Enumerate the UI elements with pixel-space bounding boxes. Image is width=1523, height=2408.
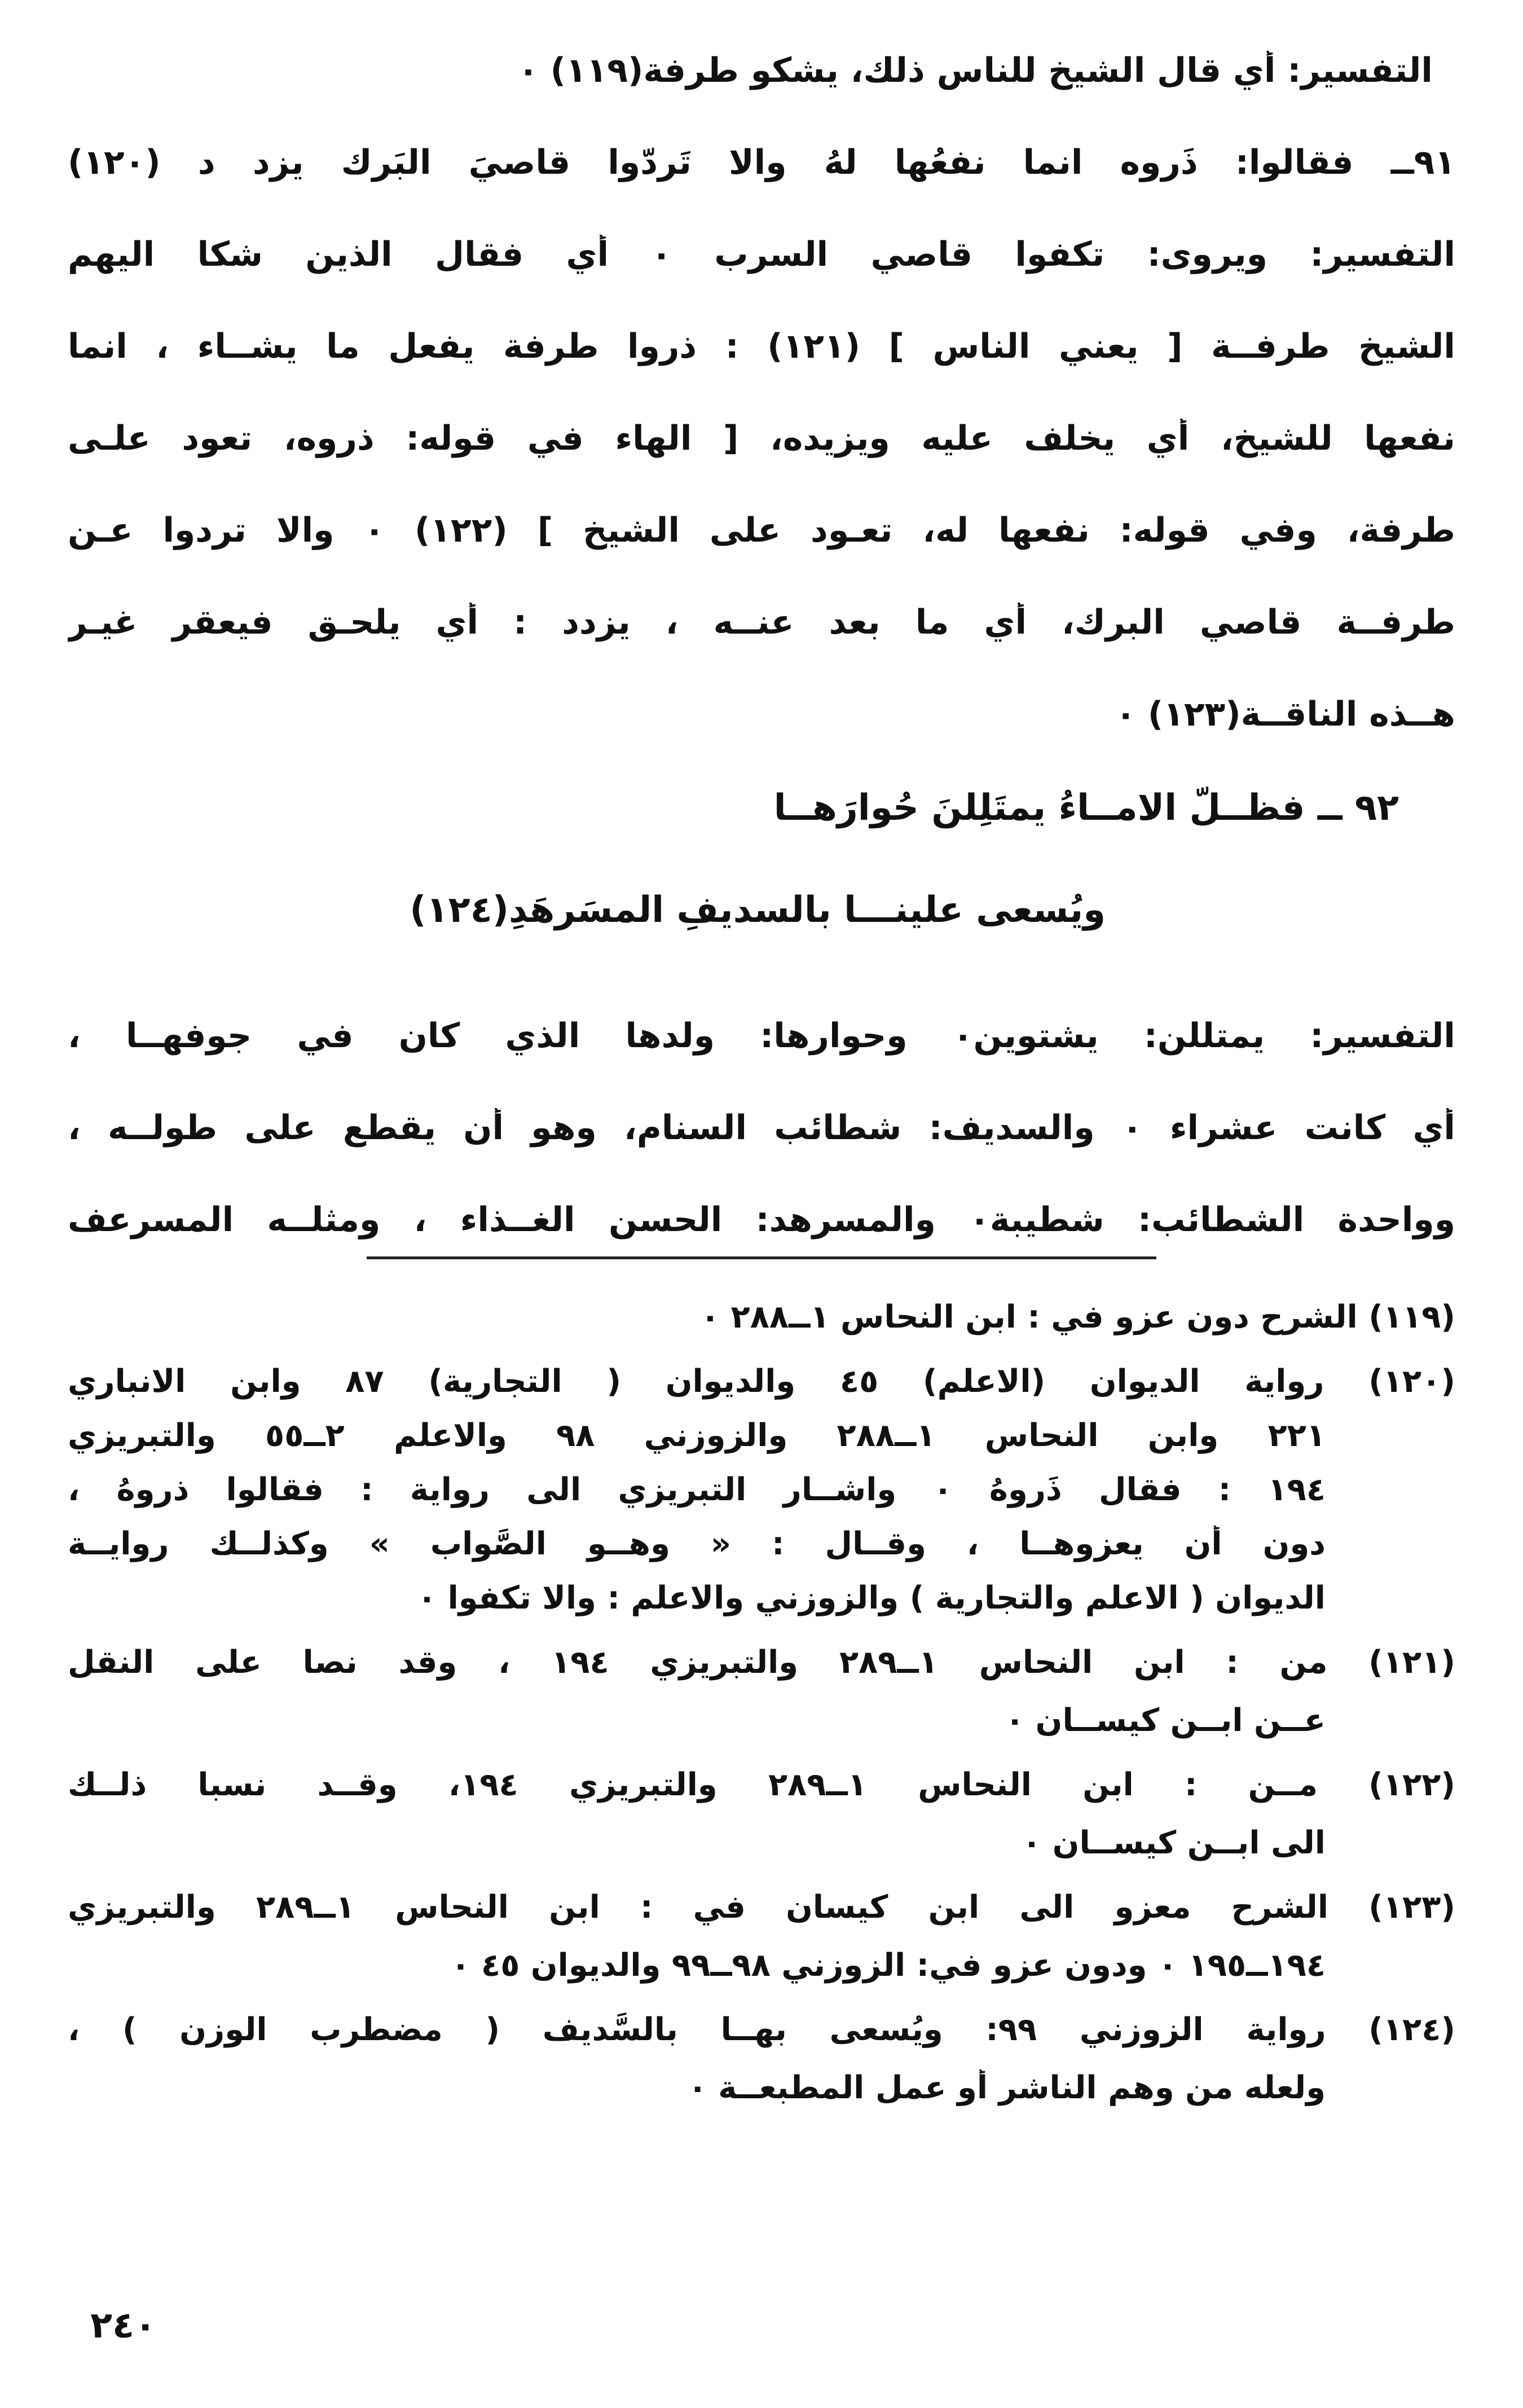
footnote-line: (١٢١) من : ابن النحاس ١ــ٢٨٩ والتبريزي ١٩٤ ، وقد نصا على النقل (68, 1644, 1455, 1681)
footnotes (68, 1299, 1455, 2107)
footnote-line: (١٢٤) رواية الزوزني ٩٩: ويُسعى بهــا بالسَّديف ( مضطرب الوزن ) ، (68, 2011, 1455, 2048)
footnote-122 (68, 1767, 1455, 1862)
footnote-line: ٢٢١ وابن النحاس ١ــ٢٨٨ والزوزني ٩٨ والاعلم ٢ــ٥٥ والتبريزي (68, 1417, 1326, 1454)
body-line-1: التفسير: أي قال الشيخ للناس ذلك، يشكو طرفة(١١٩) ٠ (518, 51, 1433, 90)
footnote-line: ١٩٤ــ١٩٥ ٠ ودون عزو في: الزوزني ٩٨ــ٩٩ والديوان ٤٥ ٠ (451, 1947, 1326, 1984)
footnote-line: الديوان ( الاعلم والتجارية ) والزوزني والاعلم : والا تكفوا ٠ (417, 1580, 1326, 1616)
footnote-line: ولعله من وهم الناشر أو عمل المطبعــة ٠ (688, 2069, 1326, 2106)
footnote-line: (١٢٠) رواية الديوان (الاعلم) ٤٥ والديوان ( التجارية) ٨٧ وابن الانباري (68, 1363, 1455, 1400)
body-line-8: هــذه الناقــة(١٢٣) ٠ (1115, 695, 1455, 734)
body-line-5: نفعها للشيخ، أي يخلف عليه ويزيده، [ الهاء في قوله: ذروه، تعود علـى (68, 419, 1455, 458)
footnote-line: (١١٩) الشرح دون عزو في : ابن النحاس ١ــ٢٨٨ ٠ (700, 1299, 1455, 1335)
commentary-line-1: التفسير: يمتللن: يشتوين٠ وحوارها: ولدها الذي كان في جوفهــا ، (68, 1016, 1455, 1056)
page-number: ٢٤٠ (90, 2305, 157, 2347)
poem-verse (68, 786, 1455, 931)
commentary-line-2: أي كانت عشراء ٠ والسديف: شطائب السنام، وهو أن يقطع على طولــه ، (68, 1108, 1455, 1148)
footnote-line: ١٩٤ : فقال ذَروهُ ٠ واشــار التبريزي الى رواية : فقالوا ذروهُ ، (68, 1471, 1326, 1508)
footnote-line: (١٢٣) الشرح معزو الى ابن كيسان في : ابن النحاس ١ــ٢٨٩ والتبريزي (68, 1889, 1455, 1926)
footnote-line: عــن ابــن كيســان ٠ (1005, 1702, 1326, 1739)
body-line-7: طرفــة قاصي البرك، أي ما بعد عنــه ، يزدد : أي يلحـق فيعقر غيـر (68, 603, 1455, 642)
body-line-2: ٩١ــ فقالوا: ذَروه انما نفعُها لهُ والا تَردّوا قاصيَ البَرك يزد د (١٢٠) (68, 143, 1455, 182)
footnote-divider (367, 1256, 1156, 1259)
footnote-line: الى ابــن كيســان ٠ (1022, 1825, 1326, 1861)
footnote-120 (68, 1363, 1455, 1617)
verse-second-hemistich: ويُسعى علينـــا بالسديفِ المسَرهَدِ(١٢٤) (410, 889, 1106, 931)
footnote-119 (68, 1299, 1455, 1336)
body-line-6: طرفة، وفي قوله: نفعها له، تعـود على الشيخ ] (١٢٢) ٠ والا تردوا عـن (68, 511, 1455, 550)
commentary-line-3: وواحدة الشطائب: شطيبة٠ والمسرهد: الحسن الغــذاء ، ومثلــه المسرعف (68, 1200, 1455, 1240)
footnote-124 (68, 2011, 1455, 2107)
commentary-block (68, 1016, 1455, 1240)
book-page (68, 51, 1455, 2364)
body-line-3: التفسير: ويروى: تكفوا قاصي السرب ٠ أي فقال الذين شكا اليهم (68, 235, 1455, 274)
verse-first-hemistich: ٩٢ ــ فظــلَّ الامــاءُ يمتَلِلنَ حُوارَهــا (773, 787, 1399, 829)
footnote-line: (١٢٢) مــن : ابن النحاس ١ــ٢٨٩ والتبريزي ١٩٤، وقــد نسبا ذلــك (68, 1767, 1455, 1803)
footnote-121 (68, 1644, 1455, 1739)
footnote-line: دون أن يعزوهــا ، وقــال : « وهــو الصَّواب » وكذلــك روايــة (68, 1526, 1326, 1562)
footnote-123 (68, 1889, 1455, 1984)
main-text-block (68, 51, 1455, 734)
body-line-4: الشيخ طرفــة [ يعني الناس ] (١٢١) : ذروا طرفة يفعل ما يشــاء ، انما (68, 327, 1455, 366)
